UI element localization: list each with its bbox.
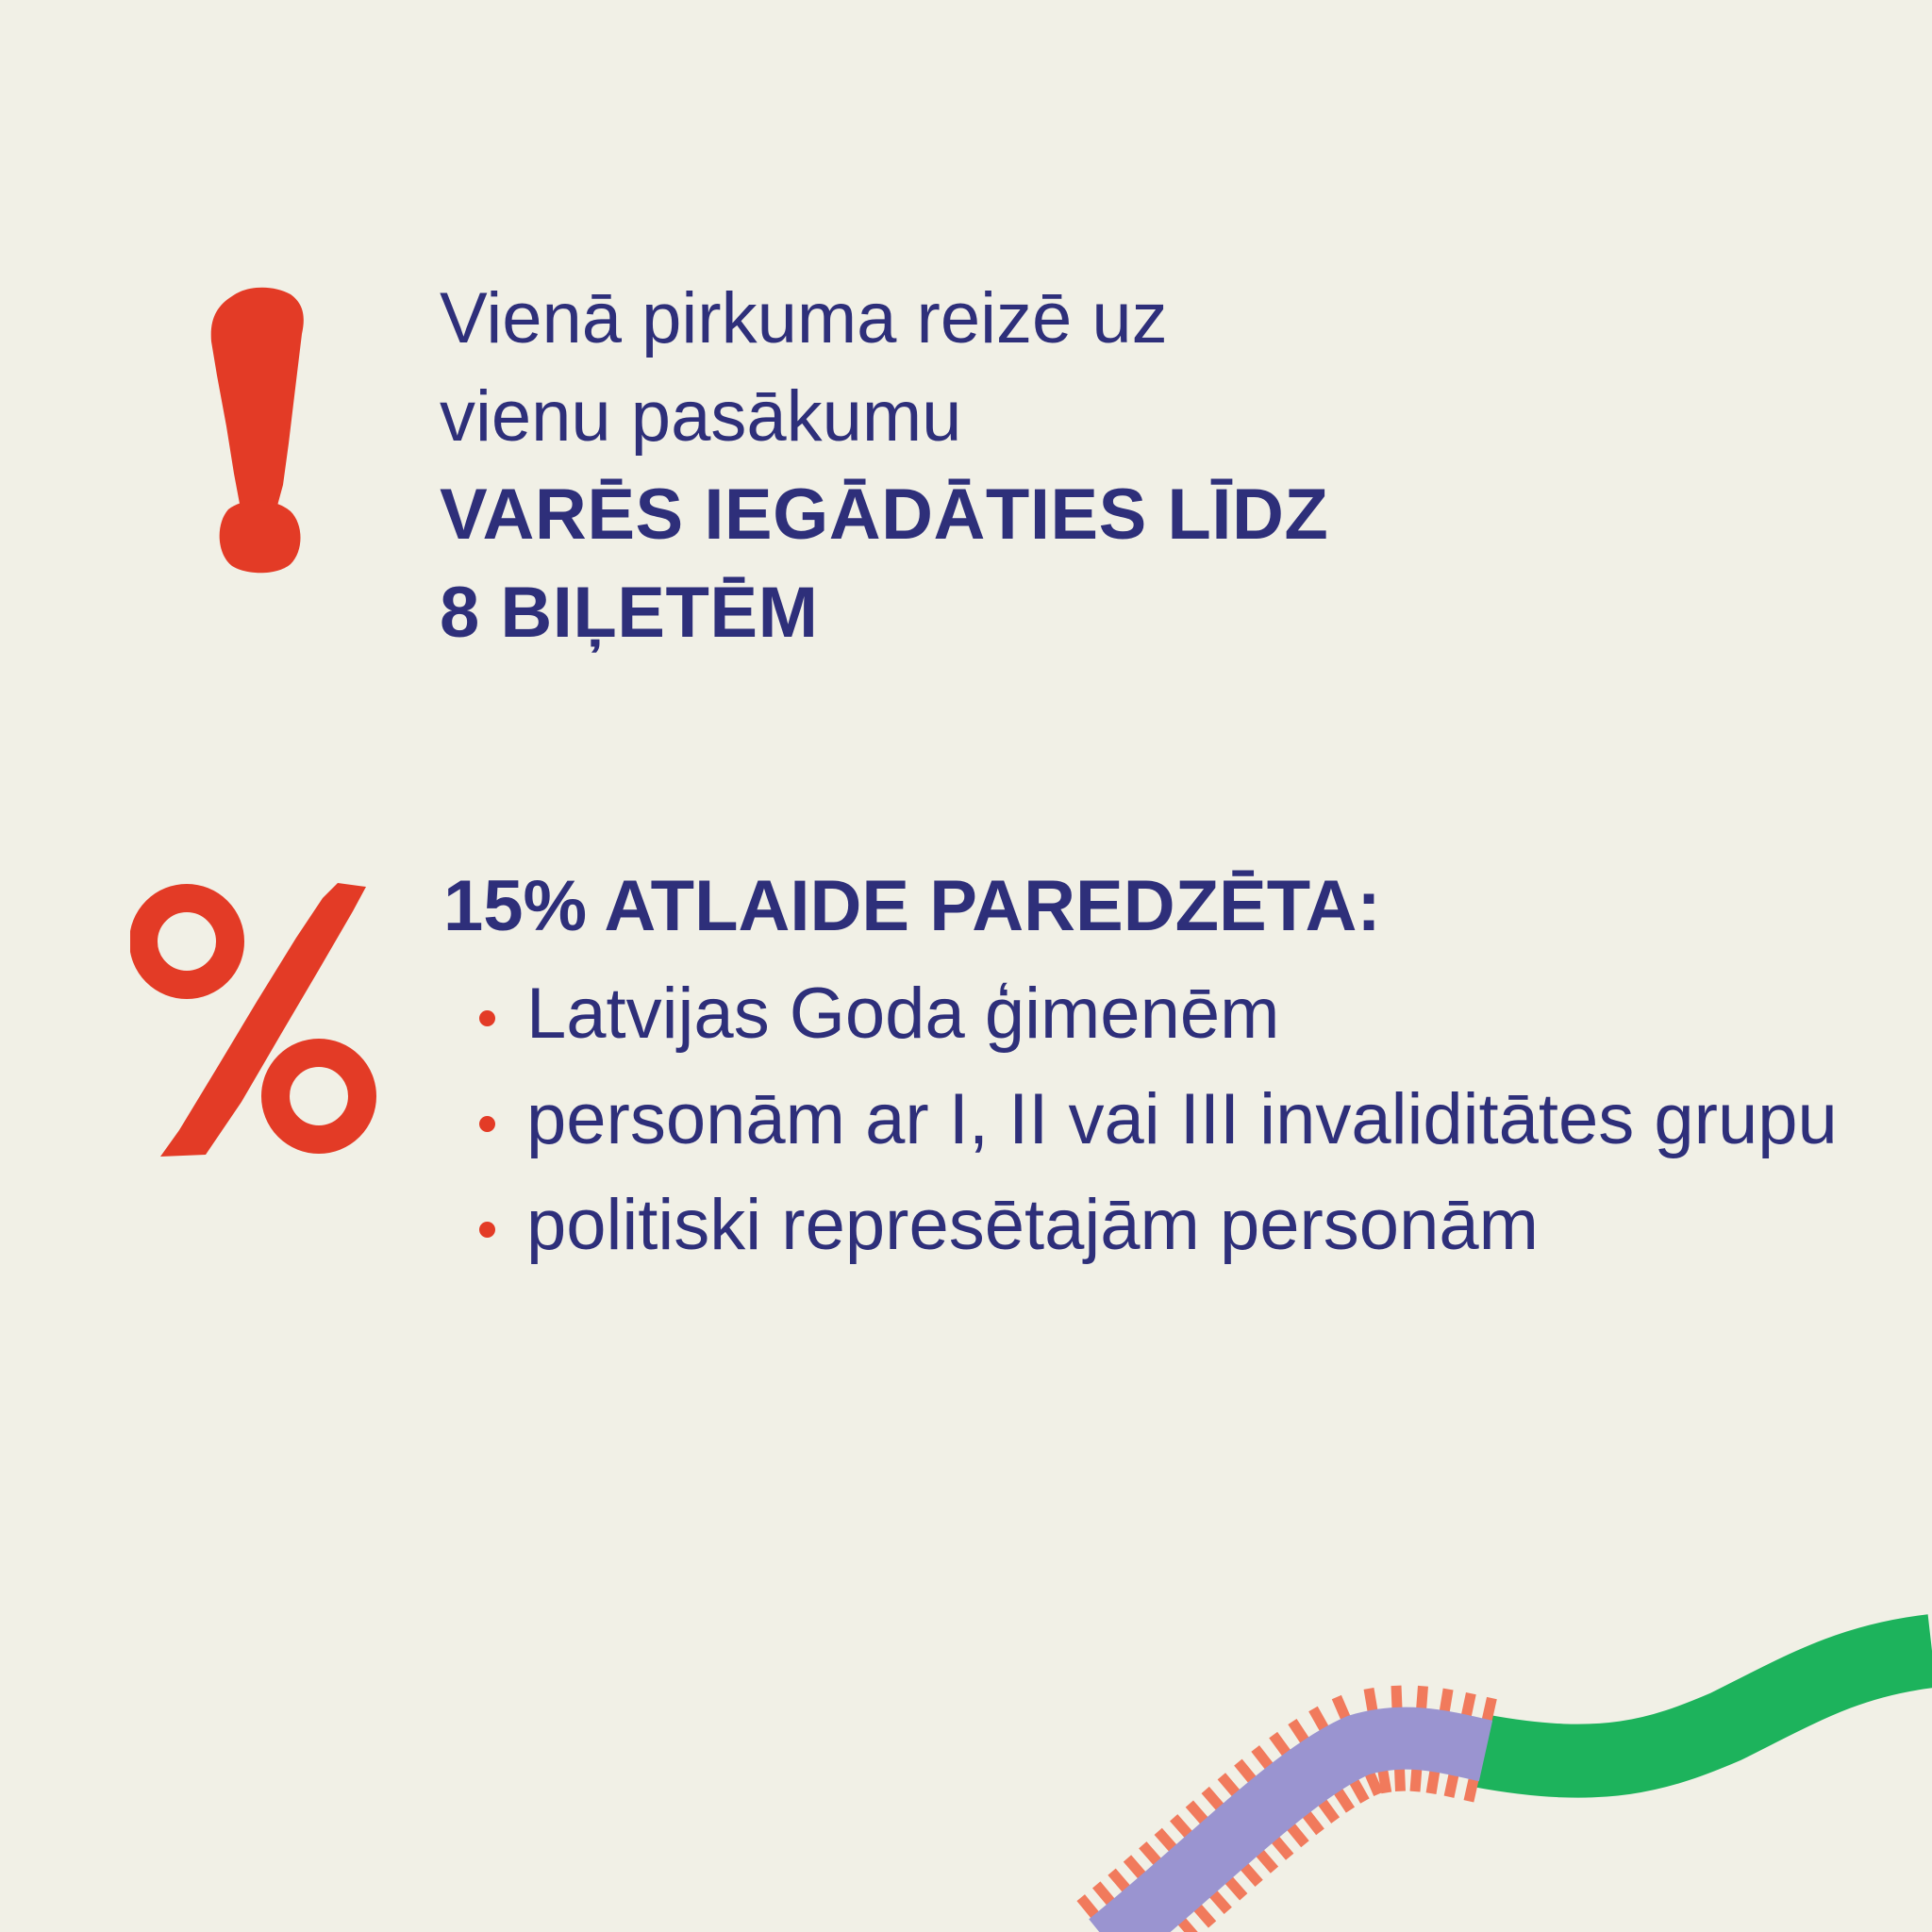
tube-stripe: [1274, 1735, 1336, 1821]
tube-stripe: [1158, 1831, 1228, 1910]
tube-stripe: [1096, 1885, 1164, 1932]
tube-stripe: [1190, 1804, 1259, 1883]
notice-line-1: Vienā pirkuma reizē uz: [440, 278, 1168, 358]
bullet-dot-icon: [479, 1116, 495, 1132]
discount-block: [443, 858, 1896, 1278]
notice-block: [440, 270, 1855, 662]
tube-stripe: [1222, 1776, 1290, 1857]
tube-stripe: [1369, 1689, 1387, 1792]
exclamation-dot: [220, 500, 301, 573]
percent-slash: [160, 883, 366, 1157]
exclamation-bar: [211, 288, 304, 511]
bullet-dot-icon: [479, 1222, 495, 1238]
tube-stripe: [1431, 1690, 1448, 1794]
bullet-dot-icon: [479, 1010, 495, 1026]
tube-stripe: [1396, 1686, 1400, 1791]
tube-stripe: [1238, 1762, 1305, 1844]
tube-stripe: [1337, 1697, 1378, 1794]
percent-icon: [130, 883, 381, 1158]
tube-stripe: [1112, 1872, 1181, 1932]
percent-top-circle: [143, 898, 230, 985]
list-item: [443, 1173, 1896, 1278]
notice-line-4: 8 BIĻETĒM: [440, 573, 819, 653]
notice-line-3: VARĒS IEGĀDĀTIES LĪDZ: [440, 475, 1329, 555]
percent-bottom-circle: [275, 1053, 362, 1140]
tube-stripe: [1469, 1698, 1492, 1801]
discount-heading: 15% ATLAIDE PAREDZĒTA:: [443, 866, 1381, 946]
list-item: [443, 1067, 1896, 1173]
tube-stripes: [1081, 1686, 1492, 1932]
tube-stripe: [1449, 1693, 1471, 1797]
list-item-text: politiski represētajām personām: [526, 1185, 1539, 1265]
tube-stripe: [1415, 1686, 1423, 1791]
tube-stripe: [1081, 1898, 1148, 1932]
tube-stripe: [1142, 1845, 1212, 1924]
tube-stripe: [1206, 1790, 1274, 1870]
tube-stripe: [1313, 1708, 1365, 1801]
tube-green-segment: [1481, 1651, 1932, 1761]
list-item: [443, 961, 1896, 1067]
tube-stripe: [1174, 1818, 1243, 1897]
tube-stripe: [1292, 1722, 1351, 1810]
discount-list: [443, 961, 1896, 1278]
exclamation-icon: [206, 285, 309, 574]
notice-line-2: vienu pasākumu: [440, 376, 962, 457]
list-item-text: personām ar I, II vai III invaliditātes grupu: [526, 1079, 1838, 1159]
tube-stripe: [1256, 1748, 1321, 1831]
tube-stripe: [1127, 1858, 1196, 1932]
list-item-text: Latvijas Goda ģimenēm: [526, 974, 1280, 1054]
tube-purple-segment: [1108, 1739, 1486, 1932]
